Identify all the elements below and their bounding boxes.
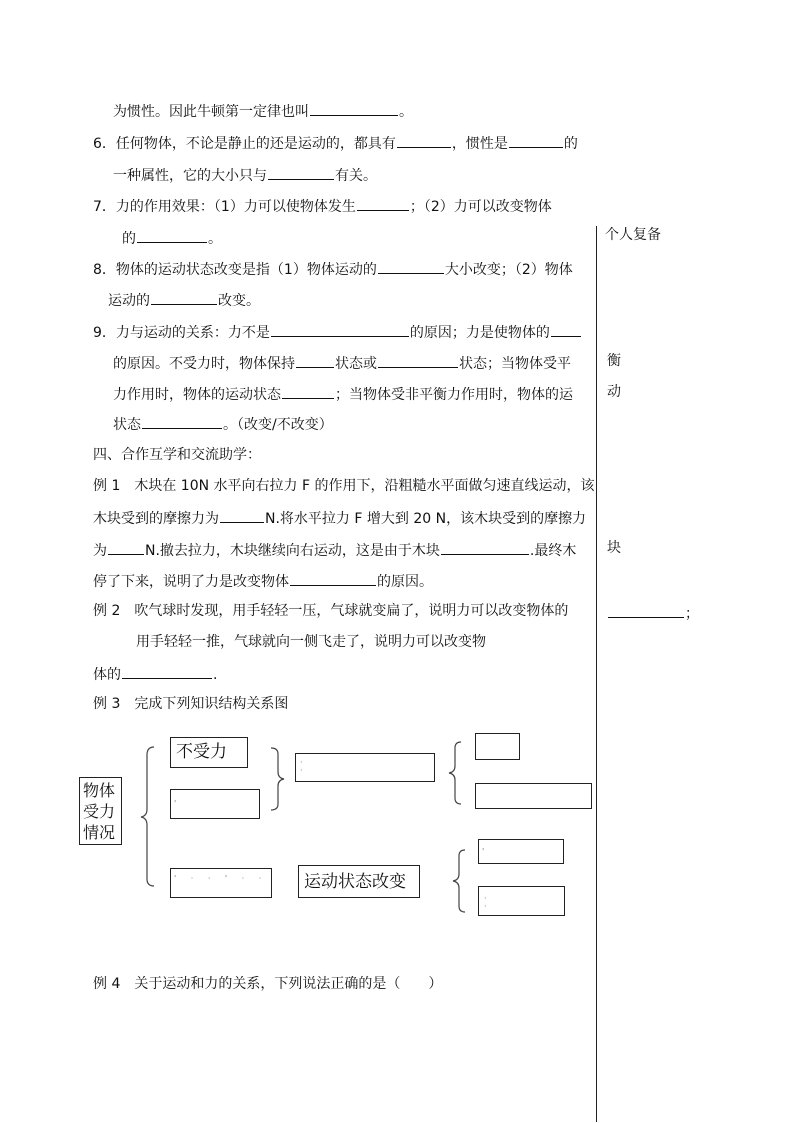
answer-blank[interactable] xyxy=(310,101,398,116)
text: 状态；当物体受平 xyxy=(459,356,571,372)
root-label-line: 情况 xyxy=(83,823,116,842)
tick-mark: · · xyxy=(300,758,303,775)
question-7-line-1 xyxy=(93,196,552,216)
root-label xyxy=(83,780,115,843)
brace-icon xyxy=(268,746,288,814)
empty-answer-box[interactable] xyxy=(478,839,564,864)
motion-change-label: 运动状态改变 xyxy=(304,872,406,892)
text: .最终木 xyxy=(529,543,577,559)
text: 例 3 完成下列知识结构关系图 xyxy=(93,696,289,712)
sidebar-answer-line xyxy=(607,603,699,623)
empty-answer-box[interactable] xyxy=(170,868,272,898)
text: 力作用时，物体的运动状态 xyxy=(113,387,281,403)
text: 8．物体的运动状态改变是指（1）物体运动的 xyxy=(93,262,377,278)
text: 状态或 xyxy=(335,356,377,372)
text: N.将水平拉力 F 增大到 20 N，该木块受到的摩擦力 xyxy=(265,511,587,527)
text: 有关。 xyxy=(335,168,377,184)
text: 状态 xyxy=(113,417,141,433)
example-2-line-2 xyxy=(136,633,486,651)
sidebar-title: 个人复备 xyxy=(605,227,661,243)
text: 的 xyxy=(563,136,578,152)
answer-blank[interactable] xyxy=(151,290,217,305)
empty-answer-box[interactable] xyxy=(295,753,435,782)
brace-icon xyxy=(446,740,464,806)
sidebar-note-char: 动 xyxy=(607,384,621,400)
text: 9．力与运动的关系：力不是 xyxy=(93,325,270,341)
question-8-line-1 xyxy=(93,259,573,279)
root-label-line: 物体 xyxy=(83,781,116,800)
answer-blank[interactable] xyxy=(271,322,409,337)
answer-blank[interactable] xyxy=(282,384,334,399)
text: 例 2 吹气球时发现，用手轻轻一压，气球就变扁了，说明力可以改变物体的 xyxy=(93,603,569,619)
question-9-line-2 xyxy=(113,353,571,373)
text: 停了下来，说明了力是改变物体 xyxy=(93,574,289,590)
example-1-line-1 xyxy=(93,477,595,495)
empty-answer-box[interactable] xyxy=(170,789,260,819)
example-2-line-1 xyxy=(93,602,568,620)
sidebar-note-char: 块 xyxy=(607,540,621,556)
text: N.撤去拉力，木块继续向右运动，这是由于木块 xyxy=(145,543,440,559)
empty-answer-box[interactable] xyxy=(478,886,565,916)
text: ；（2）力可以改变物体 xyxy=(409,199,552,215)
question-6-line-1 xyxy=(93,133,578,153)
text: 大小改变；（2）物体 xyxy=(444,262,573,278)
text: 的原因。 xyxy=(377,574,433,590)
answer-blank[interactable] xyxy=(296,353,334,368)
root-label-line: 受力 xyxy=(83,802,116,821)
text: ，惯性是 xyxy=(451,136,508,152)
answer-blank[interactable] xyxy=(397,133,451,148)
question-9-line-3 xyxy=(113,384,573,404)
example-1-line-2 xyxy=(93,508,586,528)
text: 的原因。不受力时，物体保持 xyxy=(113,356,295,372)
text: 木块受到的摩擦力为 xyxy=(93,511,219,527)
answer-blank[interactable] xyxy=(108,540,144,555)
answer-blank[interactable] xyxy=(290,571,376,586)
section-4-heading xyxy=(93,446,261,464)
example-4-heading xyxy=(93,975,442,993)
empty-answer-box[interactable] xyxy=(475,733,520,760)
answer-blank[interactable] xyxy=(268,165,334,180)
text: 7．力的作用效果：（1）力可以使物体发生 xyxy=(93,199,356,215)
answer-blank[interactable] xyxy=(608,603,684,618)
line-inertia xyxy=(113,101,413,121)
text: 的 xyxy=(122,231,136,247)
sidebar-note-char: 衡 xyxy=(607,353,621,369)
text: 。（改变/不改变） xyxy=(223,417,333,433)
motion-change-box xyxy=(298,865,420,898)
answer-blank[interactable] xyxy=(357,196,409,211)
sidebar-divider xyxy=(596,226,597,1122)
answer-blank[interactable] xyxy=(122,664,212,679)
text: . xyxy=(213,667,218,683)
text: 四、合作互学和交流助学： xyxy=(93,447,261,463)
question-9-line-4 xyxy=(113,414,333,434)
text: 为惯性。因此牛顿第一定律也叫 xyxy=(113,104,309,120)
brace-icon xyxy=(450,848,468,914)
text: ；当物体受非平衡力作用时，物体的运 xyxy=(335,387,573,403)
text: 体的 xyxy=(93,667,121,683)
answer-blank[interactable] xyxy=(137,228,207,243)
answer-blank[interactable] xyxy=(509,133,563,148)
tick-mark: ' xyxy=(174,799,177,808)
example-1-line-4 xyxy=(93,571,433,591)
text: 例 4 关于运动和力的关系，下列说法正确的是（ ） xyxy=(93,976,443,992)
brace-icon xyxy=(138,745,158,890)
answer-blank[interactable] xyxy=(551,322,581,337)
root-box xyxy=(79,777,122,845)
tick-mark: · · xyxy=(484,894,487,911)
example-1-line-3 xyxy=(93,540,576,560)
answer-blank[interactable] xyxy=(378,353,458,368)
text: 。 xyxy=(399,104,413,120)
text: 用手轻轻一推，气球就向一侧飞走了，说明力可以改变物 xyxy=(136,634,486,650)
text: 6．任何物体，不论是静止的还是运动的，都具有 xyxy=(93,136,396,152)
question-9-line-1 xyxy=(93,322,582,342)
example-3-heading xyxy=(93,695,288,713)
answer-blank[interactable] xyxy=(142,414,222,429)
question-6-line-2 xyxy=(113,165,377,185)
text: 一种属性，它的大小只与 xyxy=(113,168,267,184)
text: 的原因；力是使物体的 xyxy=(409,325,550,341)
text: 例 1 木块在 10N 水平向右拉力 F 的作用下，沿粗糙水平面做匀速直线运动，该 xyxy=(93,478,595,494)
question-8-line-2 xyxy=(108,290,260,310)
question-7-line-2 xyxy=(122,228,222,248)
no-force-label: 不受力 xyxy=(176,742,227,762)
text: 为 xyxy=(93,543,107,559)
example-2-line-3 xyxy=(93,664,217,684)
answer-blank[interactable] xyxy=(441,540,529,555)
tick-mark: ' xyxy=(482,847,485,856)
answer-blank[interactable] xyxy=(220,508,264,523)
text: 。 xyxy=(208,231,222,247)
text: ； xyxy=(685,606,699,622)
answer-blank[interactable] xyxy=(378,259,444,274)
text: 改变。 xyxy=(218,293,260,309)
tick-mark: ' · · ' · · xyxy=(174,874,268,883)
empty-answer-box[interactable] xyxy=(475,783,592,809)
text: 运动的 xyxy=(108,293,150,309)
no-force-box xyxy=(170,737,248,768)
